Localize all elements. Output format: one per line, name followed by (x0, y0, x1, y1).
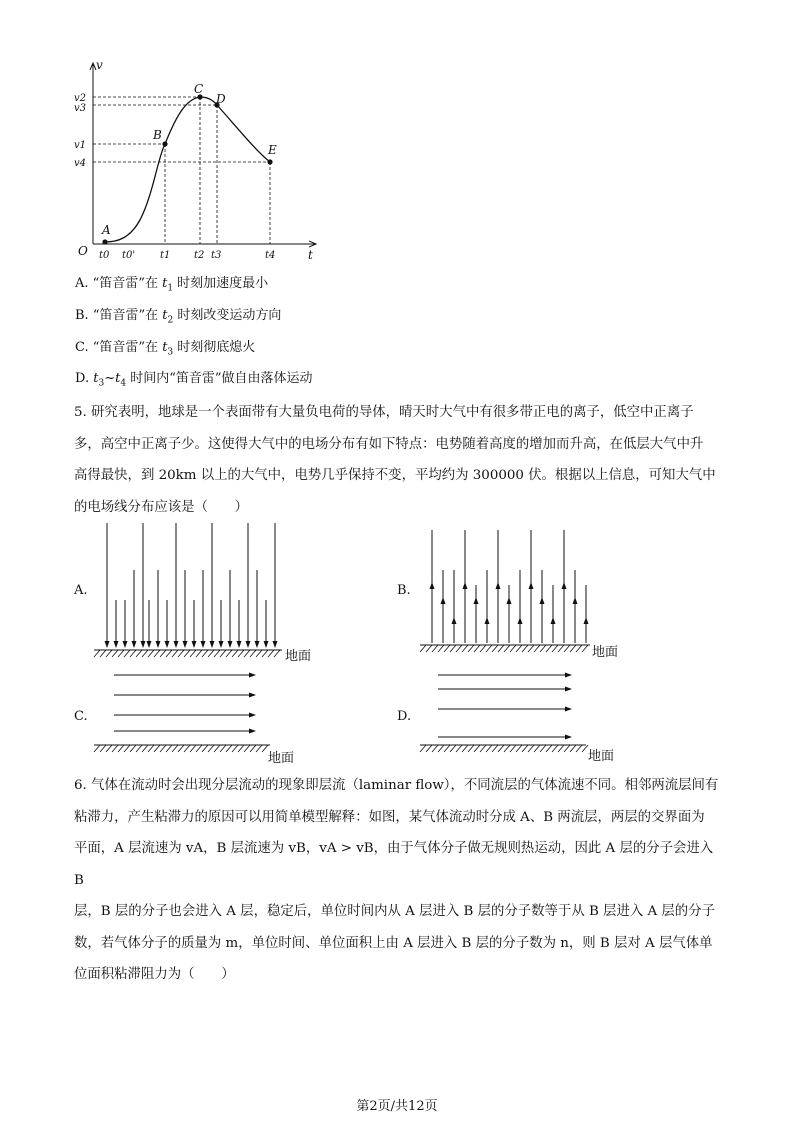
q5-figure-c (92, 665, 272, 755)
q4-option-b: B. “笛音雷”在 $t_2$ 时刻改变运动方向 (75, 308, 282, 326)
ground-hatch (262, 650, 268, 657)
ground-hatch (214, 650, 220, 657)
arrow-head (264, 641, 269, 648)
ground-hatch (504, 745, 510, 752)
arrow-head (584, 617, 589, 624)
ground-hatch (274, 650, 280, 657)
ground-hatch (208, 745, 214, 752)
arrow-head (496, 582, 501, 589)
q5-ground-label-a: 地面 (285, 649, 312, 664)
ground-hatch (492, 645, 498, 652)
ground-hatch (450, 645, 456, 652)
arrow-head (529, 582, 534, 589)
ground-hatch (462, 645, 468, 652)
q5-option-d-label: D. (397, 709, 412, 724)
arrow-head (249, 729, 256, 734)
ground-hatch (432, 745, 438, 752)
ground-hatch (582, 645, 588, 652)
label-d: D (216, 92, 226, 106)
ground-hatch (112, 650, 118, 657)
arrow-head (114, 641, 119, 648)
arrow-head (246, 641, 251, 648)
arrow-head (249, 693, 256, 698)
q6-stem: 6. 气体在流动时会出现分层流动的现象即层流（laminar flow），不同流层的气体流速不同。相邻两流层间有 粘滞力，产生粘滞力的原因可以用简单模型解释：如图，某气体流动时分成 A、B 两流层，两层的交界面为 平面，A 层流速为 vA，B 层流速为 vB，vA > vB，由于气体分子做无规则热运动，因此 A 层的分子会进入 B 层，B 层的分子也会进入 A 层，稳定后，单位时间内从 A 层进入 B 层的分子数等于从 B 层进入 A 层的分子 数，若气体分子的质量为 m，单位时间、单位面积上由 A 层进入 B 层的分子数为 n，则 B 层对 A 层气体单 位面积粘滞阻力为（ ） (74, 778, 719, 982)
q5-figure-d (418, 665, 588, 755)
arrow-head (165, 641, 170, 648)
ground-hatch (444, 745, 450, 752)
t0-label: t0 (99, 250, 110, 261)
ground-hatch (462, 745, 468, 752)
arrow-head (562, 582, 567, 589)
ground-hatch (172, 745, 178, 752)
ground-hatch (450, 745, 456, 752)
arrow-head (237, 641, 242, 648)
ground-hatch (160, 745, 166, 752)
ground-hatch (142, 650, 148, 657)
ground-hatch (534, 745, 540, 752)
ground-hatch (268, 650, 274, 657)
ground-hatch (184, 650, 190, 657)
page-footer: 第2页/共12页 (356, 1099, 438, 1114)
ground-hatch (480, 745, 486, 752)
v2-label: v2 (74, 93, 87, 104)
ground-hatch (256, 650, 262, 657)
ground-hatch (498, 645, 504, 652)
ground-hatch (124, 745, 130, 752)
ground-hatch (220, 650, 226, 657)
ground-hatch (456, 645, 462, 652)
arrow-head (463, 582, 468, 589)
arrow-head (518, 617, 523, 624)
ground-hatch (100, 745, 106, 752)
t3-label: t3 (211, 250, 222, 261)
ground-hatch (468, 645, 474, 652)
ground-hatch (426, 745, 432, 752)
ground-hatch (178, 745, 184, 752)
point-a (102, 239, 107, 244)
ground-hatch (184, 745, 190, 752)
ground-hatch (244, 650, 250, 657)
arrow-head (441, 597, 446, 604)
ground-hatch (154, 745, 160, 752)
ground-hatch (94, 745, 100, 752)
ground-hatch (540, 745, 546, 752)
arrow-head (565, 707, 572, 712)
arrow-head (105, 641, 110, 648)
ground-hatch (558, 745, 564, 752)
ground-hatch (202, 650, 208, 657)
ground-hatch (564, 645, 570, 652)
arrow-head (430, 582, 435, 589)
ground-hatch (256, 745, 262, 752)
ground-hatch (250, 650, 256, 657)
ground-hatch (232, 745, 238, 752)
q5-figure-a (92, 520, 292, 660)
ground-hatch (136, 650, 142, 657)
ground-hatch (244, 745, 250, 752)
arrow-head (485, 617, 490, 624)
ground-hatch (438, 645, 444, 652)
ground-hatch (232, 650, 238, 657)
ground-hatch (480, 645, 486, 652)
ground-hatch (546, 745, 552, 752)
arrow-head (192, 641, 197, 648)
ground-hatch (238, 745, 244, 752)
q5-ground-label-b: 地面 (592, 645, 619, 660)
ground-hatch (522, 645, 528, 652)
ground-hatch (420, 645, 426, 652)
ground-hatch (190, 650, 196, 657)
ground-hatch (492, 745, 498, 752)
ground-hatch (534, 645, 540, 652)
arrow-head (156, 641, 161, 648)
q5-figure-b (418, 525, 598, 655)
arrow-head (249, 673, 256, 678)
v3-label: v3 (74, 103, 87, 114)
ground-hatch (220, 745, 226, 752)
ground-hatch (166, 650, 172, 657)
ground-hatch (438, 745, 444, 752)
arrow-head (183, 641, 188, 648)
ground-hatch (142, 745, 148, 752)
ground-hatch (154, 650, 160, 657)
ground-hatch (474, 745, 480, 752)
arrow-head (210, 641, 215, 648)
q5-option-a-label: A. (74, 583, 88, 598)
ground-hatch (510, 645, 516, 652)
q4-option-a: A. “笛音雷”在 $t_1$ 时刻加速度最小 (75, 276, 269, 294)
ground-hatch (100, 650, 106, 657)
ground-hatch (172, 650, 178, 657)
ground-hatch (214, 745, 220, 752)
label-c: C (194, 82, 204, 96)
ground-hatch (106, 650, 112, 657)
ground-hatch (208, 650, 214, 657)
arrow-head (132, 641, 137, 648)
label-b: B (153, 128, 162, 142)
q4-option-c: C. “笛音雷”在 $t_3$ 时刻彻底熄火 (75, 340, 256, 358)
ground-hatch (522, 745, 528, 752)
ground-hatch (226, 745, 232, 752)
ground-hatch (498, 745, 504, 752)
arrow-head (249, 713, 256, 718)
arrow-head (551, 617, 556, 624)
t4-label: t4 (265, 250, 276, 261)
ground-hatch (576, 645, 582, 652)
arrow-head (565, 673, 572, 678)
arrow-head (147, 641, 152, 648)
ground-hatch (558, 645, 564, 652)
t2-label: t2 (194, 250, 205, 261)
ground-hatch (570, 645, 576, 652)
q5-stem: 5. 研究表明，地球是一个表面带有大量负电荷的导体，晴天时大气中有很多带正电的离子，低空中正离子 多，高空中正离子少。这使得大气中的电场分布有如下特点：电势随着高度的增加而升高，在低层大气中升 高得最快，到 20km 以上的大气中，电势几乎保持不变，平均约为 300000 伏。根据以上信息，可知大气中 的电场线分布应该是（ ） (74, 405, 716, 515)
axis-t-label: t (308, 248, 313, 262)
ground-hatch (468, 745, 474, 752)
arrow-head (507, 597, 512, 604)
ground-hatch (148, 745, 154, 752)
ground-hatch (540, 645, 546, 652)
ground-hatch (504, 645, 510, 652)
ground-hatch (250, 745, 256, 752)
point-e (267, 159, 272, 164)
arrow-head (565, 735, 572, 740)
ground-hatch (510, 745, 516, 752)
q5-option-b-label: B. (397, 583, 411, 598)
label-e: E (268, 143, 277, 157)
q4-option-d: D. $t_3\sim t_4$ 时间内“笛音雷”做自由落体运动 (75, 371, 313, 389)
t1-label: t1 (160, 250, 171, 261)
velocity-curve (105, 97, 270, 242)
arrow-head (219, 641, 224, 648)
ground-hatch (420, 745, 426, 752)
ground-hatch (546, 645, 552, 652)
ground-hatch (118, 650, 124, 657)
vt-graph (60, 55, 330, 265)
origin-label: O (78, 244, 88, 258)
ground-hatch (166, 745, 172, 752)
ground-hatch (178, 650, 184, 657)
q5-option-c-label: C. (74, 709, 88, 724)
ground-hatch (190, 745, 196, 752)
arrow-head (174, 641, 179, 648)
ground-hatch (456, 745, 462, 752)
arrow-head (255, 641, 260, 648)
ground-hatch (528, 645, 534, 652)
t0prime-label: t0' (122, 250, 136, 261)
arrow-head (540, 597, 545, 604)
arrow-head (573, 597, 578, 604)
q5-ground-label-d: 地面 (588, 749, 615, 764)
ground-hatch (576, 745, 582, 752)
ground-hatch (196, 650, 202, 657)
ground-hatch (226, 650, 232, 657)
ground-hatch (486, 745, 492, 752)
ground-hatch (136, 745, 142, 752)
q5-ground-label-c: 地面 (268, 751, 295, 766)
v4-label: v4 (74, 158, 87, 169)
ground-hatch (552, 645, 558, 652)
ground-hatch (106, 745, 112, 752)
arrow-head (123, 641, 128, 648)
axis-v-label: v (96, 58, 103, 72)
ground-hatch (474, 645, 480, 652)
ground-hatch (552, 745, 558, 752)
ground-hatch (444, 645, 450, 652)
arrow-head (273, 641, 278, 648)
ground-hatch (196, 745, 202, 752)
ground-hatch (570, 745, 576, 752)
arrow-head (565, 687, 572, 692)
arrow-head (201, 641, 206, 648)
ground-hatch (118, 745, 124, 752)
arrow-head (452, 617, 457, 624)
label-a: A (102, 223, 111, 237)
point-b (162, 141, 167, 146)
ground-hatch (516, 645, 522, 652)
v1-label: v1 (74, 140, 87, 151)
ground-hatch (94, 650, 100, 657)
ground-hatch (432, 645, 438, 652)
ground-hatch (148, 650, 154, 657)
ground-hatch (564, 745, 570, 752)
arrow-head (228, 641, 233, 648)
ground-hatch (130, 745, 136, 752)
ground-hatch (238, 650, 244, 657)
ground-hatch (202, 745, 208, 752)
ground-hatch (516, 745, 522, 752)
ground-hatch (160, 650, 166, 657)
ground-hatch (486, 645, 492, 652)
ground-hatch (130, 650, 136, 657)
ground-hatch (124, 650, 130, 657)
ground-hatch (426, 645, 432, 652)
arrow-head (141, 641, 146, 648)
ground-hatch (112, 745, 118, 752)
arrow-head (474, 597, 479, 604)
ground-hatch (528, 745, 534, 752)
